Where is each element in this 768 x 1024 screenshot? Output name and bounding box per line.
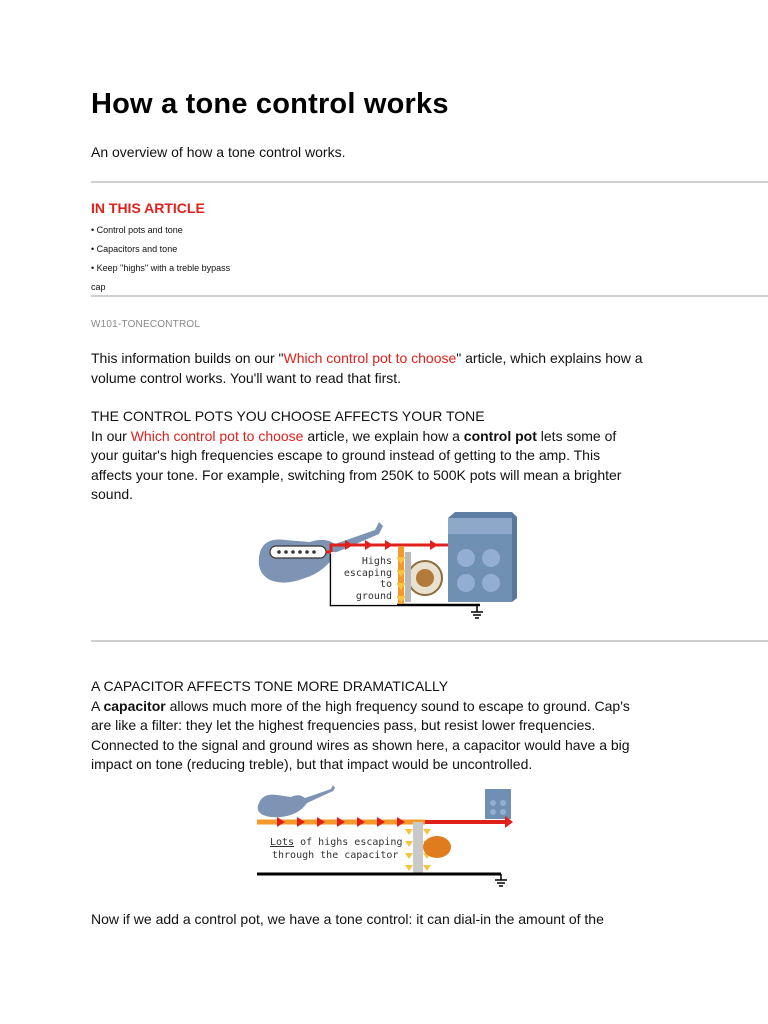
section-control-pots: THE CONTROL POTS YOU CHOOSE AFFECTS YOUR TONE In our Which control pot to choose article, we explain how a control pot lets some of your guitar's high frequencies escape to ground instead of getting to the amp. This affects your tone. For example, switching from 250K to 500K pots will mean a brighter sound. <box>91 408 622 502</box>
toc-item[interactable]: • Capacitors and tone <box>91 244 178 254</box>
diagram-label: Lots of highs escaping <box>270 837 403 848</box>
toc-item[interactable]: cap <box>91 282 106 292</box>
which-pot-link[interactable]: Which control pot to choose <box>130 427 304 444</box>
which-pot-link[interactable]: Which control pot to choose <box>283 350 457 366</box>
page-title: How a tone control works <box>91 88 449 120</box>
intro-paragraph: This information builds on our "Which control pot to choose" article, which explains how a volume control works. You'll want to read that first. <box>91 350 643 386</box>
diagram-label: escaping <box>343 568 392 579</box>
section-heading: THE CONTROL POTS YOU CHOOSE AFFECTS YOUR TONE <box>91 408 485 424</box>
section-heading: A CAPACITOR AFFECTS TONE MORE DRAMATICALLY <box>91 678 449 694</box>
page-subtitle: An overview of how a tone control works. <box>91 144 346 160</box>
pot-tone-diagram <box>255 512 520 622</box>
section-tone-control: Now if we add a control pot, we have a tone control: it can dial-in the amount of the <box>91 911 604 927</box>
toc-item[interactable]: • Control pots and tone <box>91 225 183 235</box>
pot-icon <box>405 552 442 602</box>
divider <box>91 295 768 297</box>
amp-icon <box>448 512 517 602</box>
diagram-label: Highs <box>361 556 392 567</box>
capacitor-tone-diagram <box>255 785 517 893</box>
amp-icon <box>485 789 511 819</box>
divider <box>91 640 768 642</box>
guitar-icon <box>258 785 335 817</box>
section-capacitor: A CAPACITOR AFFECTS TONE MORE DRAMATICALLY A capacitor allows much more of the high frequency sound to escape to ground. Cap's are like a filter: they let the highest frequencies pass, but resist lower frequencies. Connected to the signal and ground wires as shown here, a capacitor would have a big impact on tone (reducing treble), but that impact would be uncontrolled. <box>91 678 630 772</box>
divider <box>91 181 768 183</box>
toc-heading: IN THIS ARTICLE <box>91 200 205 216</box>
article-code: W101-TONECONTROL <box>91 319 201 330</box>
diagram-label: through the capacitor <box>272 850 399 861</box>
toc-item[interactable]: • Keep "highs" with a treble bypass <box>91 263 231 273</box>
capacitor-icon <box>423 836 451 858</box>
diagram-label: ground <box>355 591 392 602</box>
diagram-label: to <box>379 579 392 590</box>
